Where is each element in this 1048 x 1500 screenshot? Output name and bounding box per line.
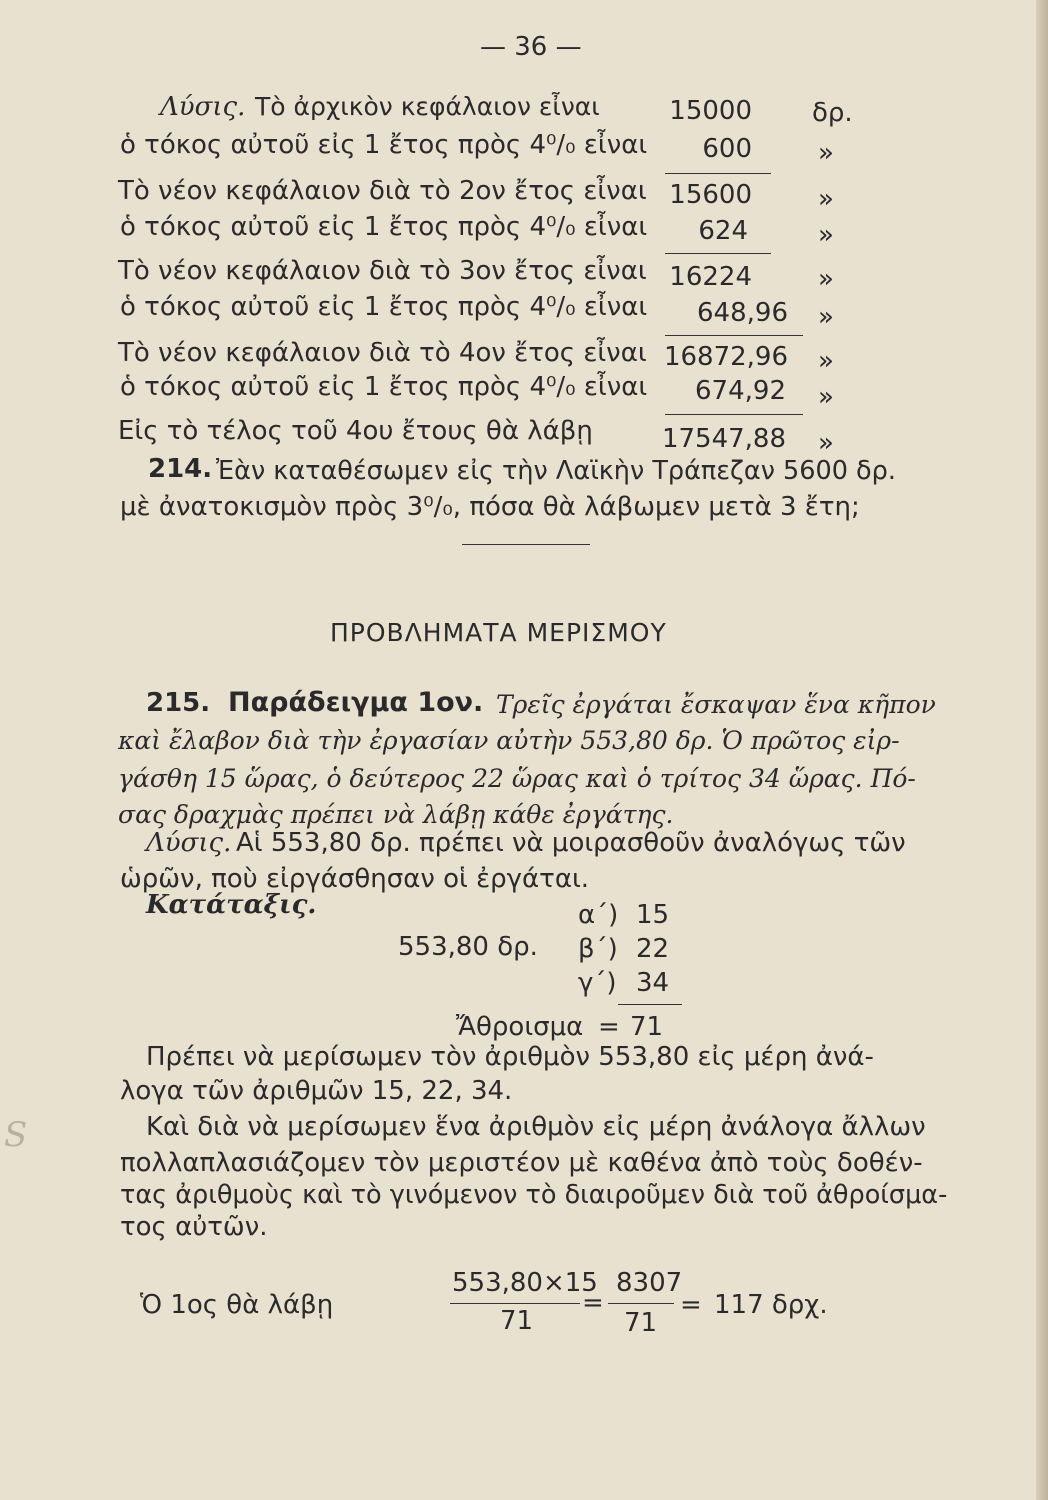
example-number: 215. [146, 688, 211, 718]
section-title: ΠΡΟΒΛΗΜΑΤΑ ΜΕΡΙΣΜΟΥ [330, 618, 667, 647]
table-row-text: Τὸ ἀρχικὸν κεφάλαιον εἶναι [255, 92, 600, 121]
arrangement-label: Κατάταξις. [146, 890, 317, 920]
pencil-mark: S [4, 1115, 28, 1155]
table-row-unit: » [818, 346, 834, 376]
arrangement-marker: α΄) [578, 900, 619, 930]
table-row-value: 16872,96 [663, 342, 788, 372]
equals-sign: = [582, 1288, 604, 1318]
table-row-text: Τὸ νέον κεφάλαιον διὰ τὸ 3ον ἔτος εἶναι [118, 256, 647, 286]
sum-rule [665, 414, 803, 415]
paragraph-line: Πρέπει νὰ μερίσωμεν τὸν ἀριθμὸν 553,80 εἰς μέρη ἀνά- [146, 1042, 874, 1072]
table-row-value: 648,96 [697, 298, 788, 328]
example-heading: Παράδειγμα 1ον. [228, 687, 484, 718]
fraction-bar [450, 1303, 580, 1304]
table-row-value: 16224 [669, 262, 752, 292]
problem-text: Ἐὰν καταθέσωμεν εἰς τὴν Λαϊκὴν Τράπεζαν 5600 δρ. [216, 456, 896, 486]
table-row-unit: » [818, 302, 834, 332]
share-result: 117 δρχ. [714, 1290, 828, 1320]
table-row-value: 624 [698, 216, 748, 246]
problem-text: μὲ ἀνατοκισμὸν πρὸς 3⁰/₀, πόσα θὰ λάβωμεν μετὰ 3 ἔτη; [120, 492, 860, 522]
example-text: Τρεῖς ἐργάται ἔσκαψαν ἕνα κῆπον [496, 690, 936, 719]
binding-edge [1036, 0, 1048, 1500]
sum-rule [665, 253, 771, 254]
example-text: γάσθη 15 ὥρας, ὁ δεύτερος 22 ὥρας καὶ ὁ τρίτος 34 ὥρας. Πό- [118, 764, 916, 793]
table-row-value: 15600 [669, 180, 752, 210]
paragraph-line: Καὶ διὰ νὰ μερίσωμεν ἕνα ἀριθμὸν εἰς μέρη ἀνάλογα ἄλλων [146, 1112, 926, 1142]
table-row-unit: » [818, 184, 834, 214]
example-text: καὶ ἔλαβον διὰ τὴν ἐργασίαν αὐτὴν 553,80 δρ. Ὁ πρῶτος εἰρ- [118, 726, 900, 755]
fraction-numerator: 8307 [616, 1268, 683, 1298]
arrangement-amount: 553,80 δρ. [398, 932, 538, 962]
table-row-value: 674,92 [695, 376, 786, 406]
table-row-unit: » [818, 220, 834, 250]
table-row-unit: » [818, 138, 834, 168]
equals-sign: = [680, 1290, 702, 1320]
example-text: σας δραχμὰς πρέπει νὰ λάβῃ κάθε ἐργάτης. [118, 800, 674, 829]
table-row-text: Εἰς τὸ τέλος τοῦ 4ου ἔτους θὰ λάβῃ [118, 416, 593, 446]
sum-operator: = [598, 1012, 620, 1042]
page-number: — 36 — [480, 32, 582, 62]
arrangement-value: 34 [636, 968, 670, 998]
solution-text: ὡρῶν, ποὺ εἰργάσθησαν οἱ ἐργάται. [120, 864, 590, 894]
problem-number: 214. [148, 454, 213, 484]
table-row-unit: » [818, 428, 834, 458]
table-row-value: 17547,88 [661, 424, 786, 454]
sum-rule [665, 173, 771, 174]
fraction-numerator: 553,80×15 [452, 1268, 598, 1298]
fraction-denominator: 71 [500, 1306, 534, 1336]
fraction-denominator: 71 [624, 1308, 658, 1338]
table-row-unit: » [818, 264, 834, 294]
paragraph-line: πολλαπλασιάζομεν τὸν μεριστέον μὲ καθένα ἀπὸ τοὺς δοθέν- [120, 1148, 923, 1178]
arrangement-marker: β΄) [578, 934, 618, 964]
fraction-bar [608, 1303, 674, 1304]
arrangement-value: 15 [636, 900, 670, 930]
table-row-text: Τὸ νέον κεφάλαιον διὰ τὸ 2ον ἔτος εἶναι [118, 176, 647, 206]
solution-text: Αἱ 553,80 δρ. πρέπει νὰ μοιρασθοῦν ἀναλόγως τῶν [236, 828, 906, 858]
table-row-text: ὁ τόκος αὐτοῦ εἰς 1 ἔτος πρὸς 4⁰/₀ εἶναι [120, 372, 648, 402]
sum-rule [618, 1004, 682, 1005]
paragraph-line: λογα τῶν ἀριθμῶν 15, 22, 34. [120, 1076, 513, 1106]
solution-label: Λύσις. [160, 92, 246, 122]
table-row-text: ὁ τόκος αὐτοῦ εἰς 1 ἔτος πρὸς 4⁰/₀ εἶναι [120, 212, 648, 242]
table-row-text: ὁ τόκος αὐτοῦ εἰς 1 ἔτος πρὸς 4⁰/₀ εἶναι [120, 130, 648, 160]
table-row-unit: δρ. [812, 98, 853, 128]
sum-rule [665, 335, 803, 336]
share-label: Ὁ 1ος θὰ λάβῃ [140, 1290, 334, 1320]
table-row-unit: » [818, 382, 834, 412]
table-row-text: Τὸ νέον κεφάλαιον διὰ τὸ 4ον ἔτος εἶναι [118, 338, 647, 368]
sum-label: Ἄθροισμα [456, 1012, 584, 1042]
table-row-value: 600 [702, 134, 752, 164]
paragraph-line: τος αὐτῶν. [120, 1212, 268, 1242]
arrangement-value: 22 [636, 934, 670, 964]
arrangement-marker: γ΄) [578, 968, 617, 998]
paragraph-line: τας ἀριθμοὺς καὶ τὸ γινόμενον τὸ διαιροῦμεν διὰ τοῦ ἀθροίσμα- [120, 1180, 948, 1210]
section-divider [462, 544, 590, 545]
solution-label: Λύσις. [146, 828, 232, 858]
table-row-text: ὁ τόκος αὐτοῦ εἰς 1 ἔτος πρὸς 4⁰/₀ εἶναι [120, 292, 648, 322]
sum-value: 71 [630, 1012, 664, 1042]
table-row-value: 15000 [669, 96, 752, 126]
